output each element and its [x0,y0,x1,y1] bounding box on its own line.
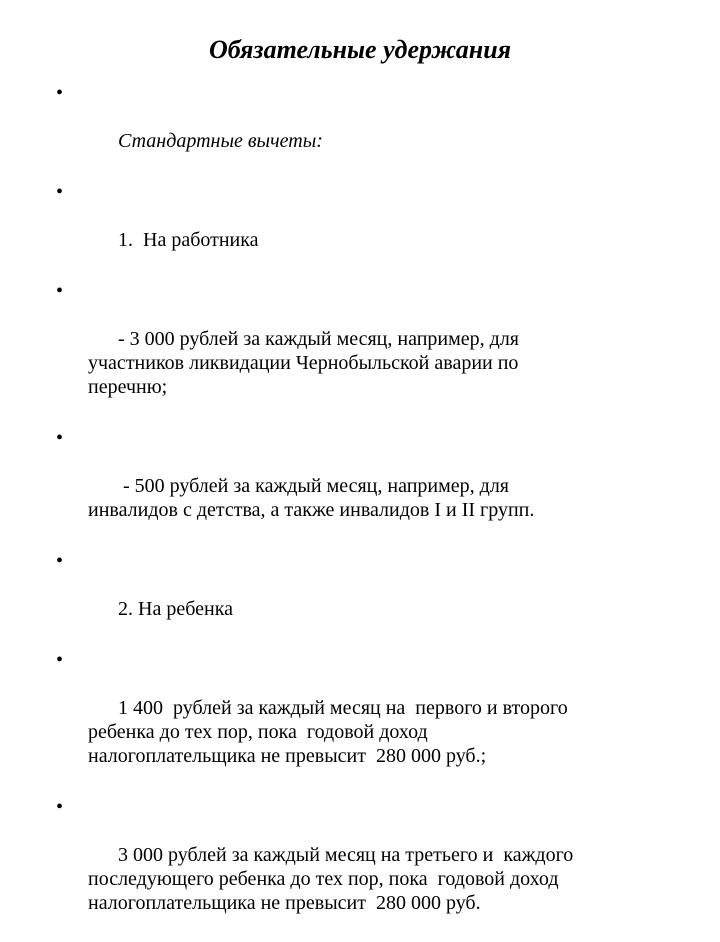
list-item [56,180,696,276]
bullet-list [56,81,696,942]
bullet-icon: • [56,82,64,104]
list-item-text: 3 000 рублей за каждый месяц на третьего и каждого последующего ребенка до тех пор, пока годовой доход налогоплательщика не превысит 280 000 руб. [88,844,574,914]
list-item [56,648,696,792]
bullet-icon: • [56,796,64,818]
bullet-icon: • [56,280,64,302]
list-item-text: - 3 000 рублей за каждый месяц, например, для участников ликвидации Чернобыльской аварии по перечню; [88,328,519,398]
list-item-text: Стандартные вычеты: [118,130,323,152]
list-item [56,81,696,177]
list-item-text: 1. На работника [118,229,259,251]
list-item [56,795,696,939]
list-item [56,279,696,423]
list-item [56,426,696,546]
list-item-text: 2. На ребенка [118,598,233,620]
bullet-icon: • [56,427,64,449]
bullet-icon: • [56,649,64,671]
bullet-icon: • [56,550,64,572]
slide-title: Обязательные удержания [208,35,512,64]
list-item-text: 1 400 рублей за каждый месяц на первого и второго ребенка до тех пор, пока годовой доход налогоплательщика не превысит 280 000 руб.; [88,697,568,767]
list-item [56,549,696,645]
list-item-text: - 500 рублей за каждый месяц, например, для инвалидов с детства, а также инвалидов I и II групп. [88,475,535,521]
bullet-icon: • [56,181,64,203]
